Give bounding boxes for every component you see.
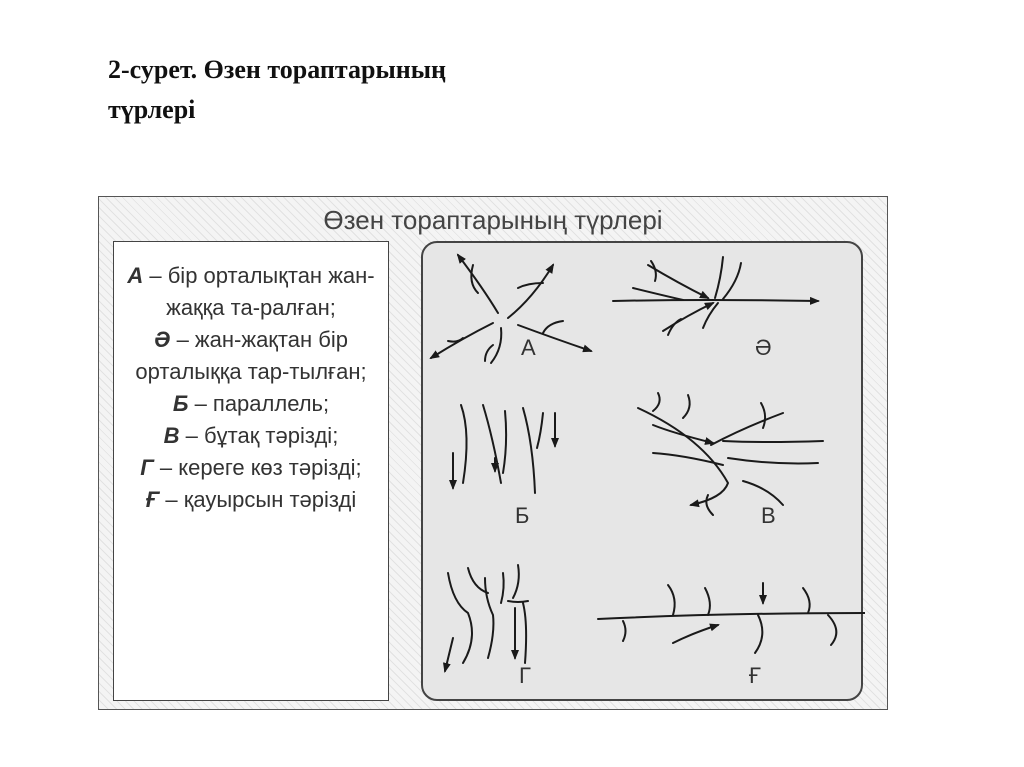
panel-label-gh: Ғ <box>749 663 761 688</box>
network-dendritic <box>638 393 823 515</box>
panel-label-ae: Ә <box>755 335 772 360</box>
network-trellis <box>445 565 528 671</box>
panel-label-b: Б <box>515 503 530 528</box>
legend-entry-a: А – бір орталықтан жан-жаққа та-ралған; <box>127 263 375 320</box>
panel-label-a: А <box>521 335 536 360</box>
slide-title <box>108 50 628 130</box>
legend-entry-v: В – бұтақ тәрізді; <box>163 423 339 448</box>
slide-title-line-1: 2-сурет. Өзен тораптарының <box>108 55 446 84</box>
legend-entry-gh: Ғ – қауырсын тәрізді <box>145 487 357 512</box>
network-radial-divergent <box>431 255 591 363</box>
slide-title-line-2: түрлері <box>108 95 196 124</box>
legend-entry-ae: Ә – жан-жақтан бір орталыққа тар-тылған; <box>135 327 367 384</box>
panel-label-v: В <box>761 503 776 528</box>
legend-box <box>113 241 389 701</box>
river-networks-drawing <box>423 243 865 703</box>
network-centripetal <box>613 257 818 335</box>
legend-entry-b: Б – параллель; <box>172 391 330 416</box>
legend-entry-g: Г – кереге көз тәрізді; <box>140 455 362 480</box>
diagram-title: Өзен тораптарының түрлері <box>323 205 663 235</box>
diagram-frame <box>98 196 888 710</box>
river-networks-panel <box>421 241 863 701</box>
network-parallel <box>453 405 555 493</box>
network-pinnate <box>598 583 865 653</box>
panel-label-g: Г <box>519 663 531 688</box>
